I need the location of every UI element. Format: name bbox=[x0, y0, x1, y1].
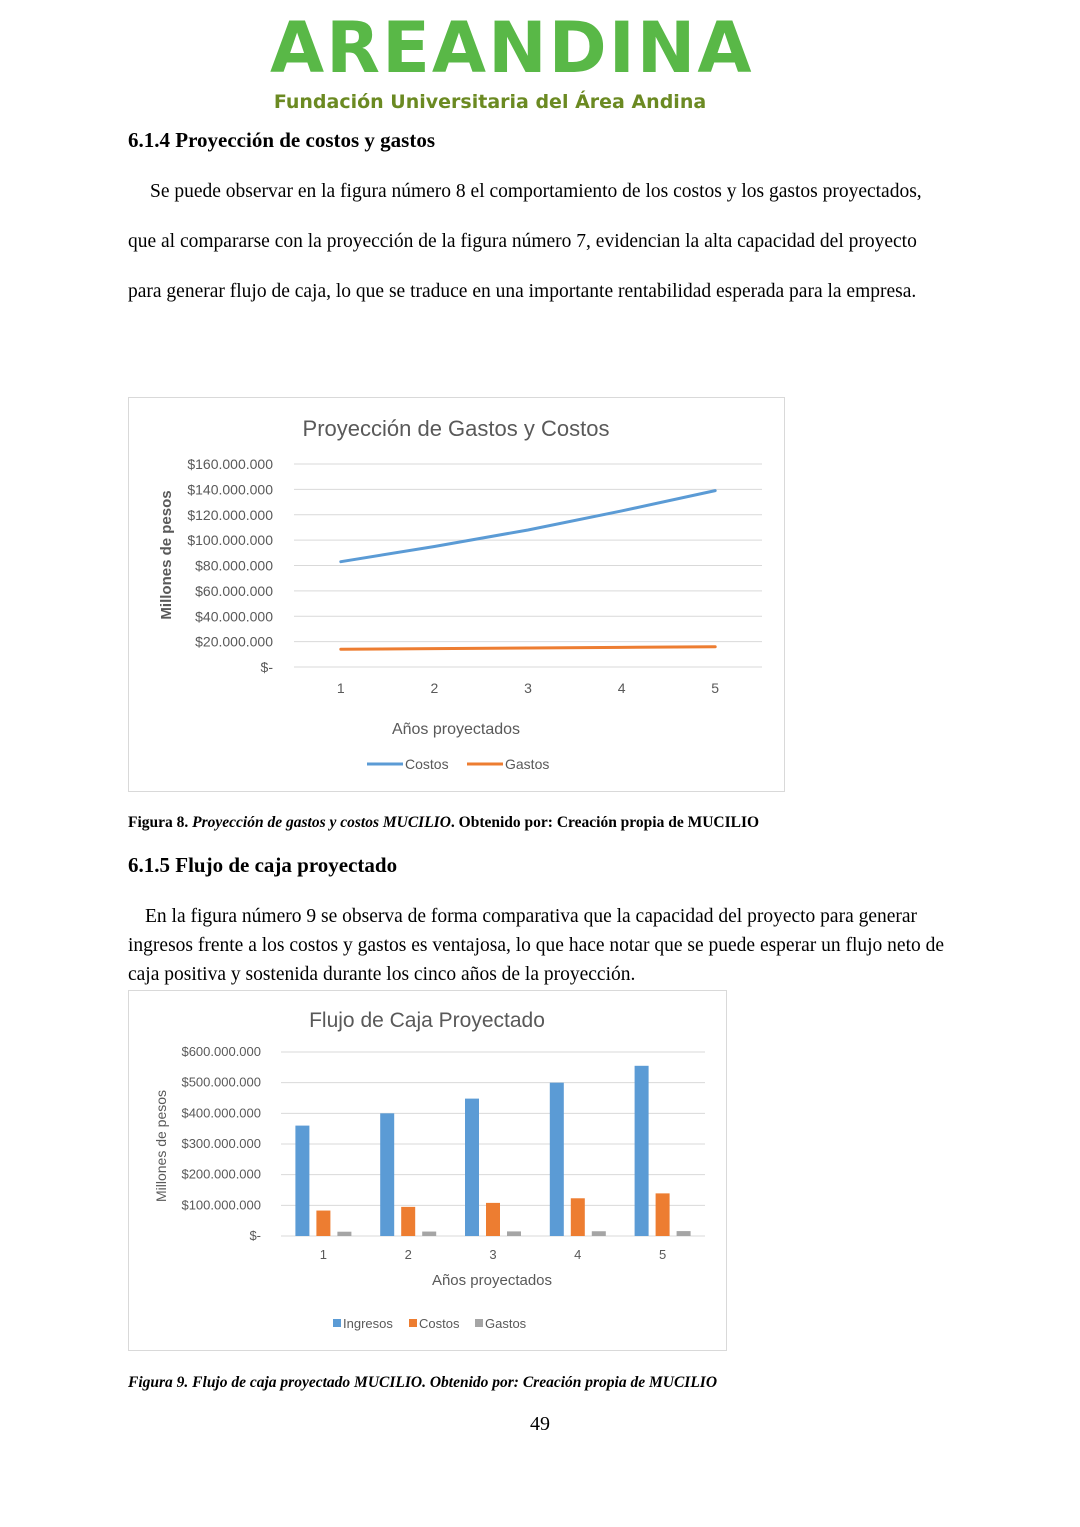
series-line-gastos bbox=[341, 647, 715, 650]
bar-ingresos bbox=[550, 1083, 564, 1236]
figure-8-caption-prefix: Figura 8. bbox=[128, 814, 189, 831]
series-line-costos bbox=[341, 491, 715, 562]
legend-label-gastos: Gastos bbox=[505, 756, 550, 772]
chart-title: Proyección de Gastos y Costos bbox=[302, 416, 610, 441]
y-tick-label: $120.000.000 bbox=[187, 506, 273, 523]
y-tick-label: $600.000.000 bbox=[181, 1044, 261, 1059]
chart-title: Flujo de Caja Proyectado bbox=[309, 1009, 545, 1032]
y-tick-label: $500.000.000 bbox=[181, 1074, 261, 1090]
legend-label-gastos: Gastos bbox=[485, 1316, 527, 1331]
x-tick-label: 1 bbox=[319, 1247, 328, 1262]
bar-gastos bbox=[337, 1232, 351, 1236]
y-tick-label: $200.000.000 bbox=[181, 1166, 261, 1182]
areandina-logo bbox=[270, 7, 754, 118]
paragraph-costos-gastos: Se puede observar en la figura número 8 el comportamiento de los costos y los gastos proyectados, que al compararse con la proyección de la figura número 7, evidencian la alta capacidad del proyecto para generar flujo de caja, lo que se traduce en una importante rentabilidad esperada para la empresa. bbox=[128, 181, 922, 302]
legend-swatch-gastos bbox=[475, 1319, 483, 1327]
x-tick-label: 3 bbox=[524, 680, 532, 696]
figure-8-caption bbox=[128, 814, 759, 832]
x-tick-label: 4 bbox=[617, 680, 626, 696]
bar-costos bbox=[316, 1211, 330, 1236]
y-tick-label: $100.000.000 bbox=[187, 532, 273, 549]
section-heading-costos-gastos: 6.1.4 Proyección de costos y gastos bbox=[128, 128, 435, 152]
bar-costos bbox=[571, 1198, 585, 1236]
figure-9-chart bbox=[128, 990, 727, 1351]
bar-costos bbox=[401, 1207, 415, 1236]
legend-label-costos: Costos bbox=[419, 1316, 460, 1331]
logo-wordmark: AREANDINA bbox=[270, 7, 754, 89]
y-tick-label: $140.000.000 bbox=[187, 481, 273, 498]
x-tick-label: 4 bbox=[574, 1247, 582, 1262]
x-axis-label: Años proyectados bbox=[391, 721, 521, 738]
y-tick-label: $60.000.000 bbox=[195, 582, 273, 599]
figure-8-chart bbox=[128, 397, 785, 792]
bar-gastos bbox=[422, 1232, 436, 1236]
bar-ingresos bbox=[465, 1099, 479, 1236]
bar-ingresos bbox=[295, 1126, 309, 1236]
x-tick-label: 1 bbox=[336, 680, 345, 696]
section-heading-flujo-caja: 6.1.5 Flujo de caja proyectado bbox=[128, 853, 398, 877]
y-tick-label: $400.000.000 bbox=[181, 1105, 261, 1121]
x-axis-label: Años proyectados bbox=[431, 1272, 553, 1289]
y-tick-label: $160.000.000 bbox=[187, 456, 273, 472]
x-tick-label: 2 bbox=[430, 680, 439, 696]
y-axis-label: Millones de pesos bbox=[158, 490, 175, 620]
legend-label-ingresos: Ingresos bbox=[343, 1316, 393, 1331]
figure-9-caption-text: Figura 9. Flujo de caja proyectado MUCILIO. Obtenido por: Creación propia de MUCILIO bbox=[128, 1374, 718, 1391]
logo-subtitle: Fundación Universitaria del Área Andina bbox=[273, 91, 707, 113]
page-number: 49 bbox=[530, 1413, 550, 1435]
bar-gastos bbox=[677, 1231, 691, 1236]
y-tick-label: $300.000.000 bbox=[181, 1136, 261, 1151]
y-tick-label: $20.000.000 bbox=[195, 633, 273, 650]
bar-costos bbox=[486, 1203, 500, 1236]
x-tick-label: 5 bbox=[658, 1247, 667, 1262]
bar-costos bbox=[656, 1193, 670, 1236]
line-chart-svg bbox=[129, 398, 784, 791]
x-tick-label: 2 bbox=[404, 1247, 412, 1262]
legend-swatch-costos bbox=[409, 1319, 417, 1327]
x-tick-label: 3 bbox=[489, 1247, 497, 1262]
legend-label-costos: Costos bbox=[405, 756, 449, 772]
bar-ingresos bbox=[380, 1113, 394, 1236]
x-tick-label: 5 bbox=[711, 680, 720, 696]
y-axis-label: Millones de pesos bbox=[153, 1089, 169, 1203]
figure-9-caption bbox=[128, 1374, 717, 1392]
y-tick-label: $40.000.000 bbox=[195, 608, 273, 625]
bar-gastos bbox=[592, 1231, 606, 1236]
bar-gastos bbox=[507, 1231, 521, 1236]
bar-ingresos bbox=[635, 1066, 649, 1236]
paragraph-flujo-caja: En la figura número 9 se observa de forma comparativa que la capacidad del proyecto para generar ingresos frente a los costos y gastos es ventajosa, lo que hace notar que se puede esperar un flujo neto de caja positiva y sostenida durante los cinco años de la proyección. bbox=[128, 906, 945, 985]
y-tick-label: $- bbox=[260, 659, 273, 675]
y-tick-label: $100.000.000 bbox=[181, 1197, 261, 1213]
figure-8-caption-title: Proyección de gastos y costos MUCILIO bbox=[192, 814, 451, 831]
legend-swatch-ingresos bbox=[333, 1319, 341, 1327]
figure-8-caption-source: . Obtenido por: Creación propia de MUCILIO bbox=[450, 814, 760, 831]
bar-chart-svg bbox=[129, 991, 726, 1350]
y-tick-label: $- bbox=[249, 1228, 261, 1243]
y-tick-label: $80.000.000 bbox=[195, 557, 273, 574]
